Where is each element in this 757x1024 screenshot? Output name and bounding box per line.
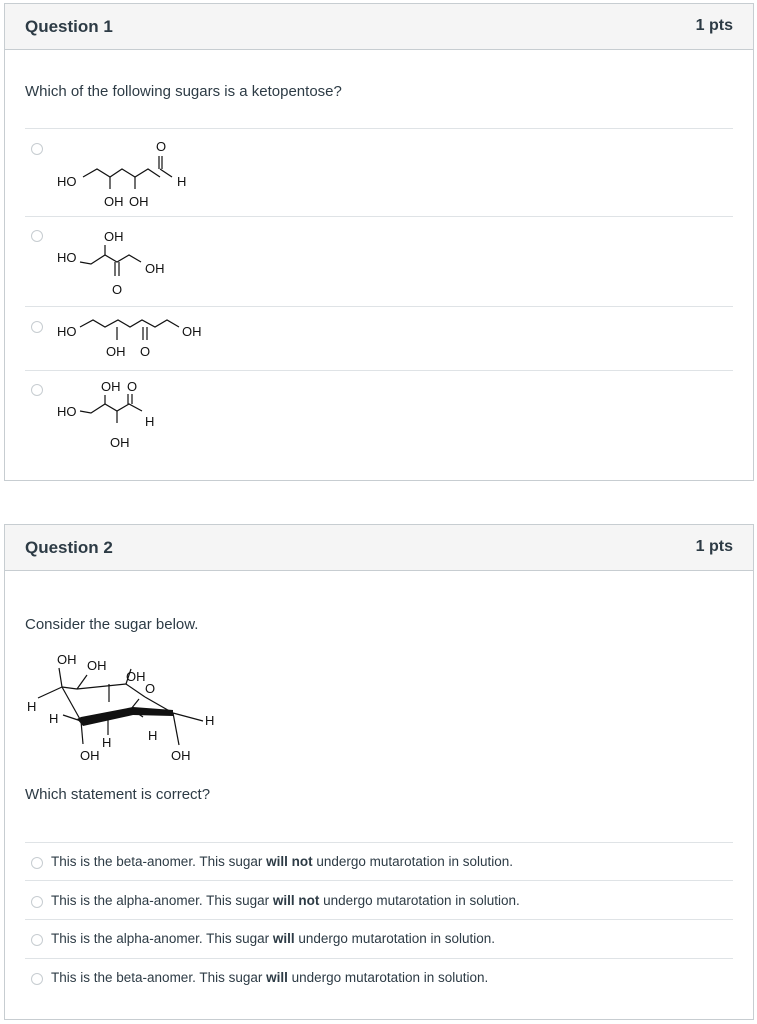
h-left-label: H [27, 699, 37, 714]
m1-o-label: O [156, 139, 167, 154]
option-c-label[interactable] [51, 931, 495, 946]
option-b-text: This is the alpha-anomer. This sugar [51, 893, 273, 908]
option-a-radio[interactable] [31, 857, 43, 869]
question-1-title: Question 1 [25, 17, 113, 36]
oh-b-label: OH [87, 658, 107, 673]
option-d-bold: will [266, 970, 288, 985]
question-2-points: 1 pts [695, 538, 733, 555]
m3-oh-label: OH [106, 344, 126, 359]
m1-oh1-label: OH [104, 194, 124, 209]
question-1-points: 1 pts [695, 17, 733, 34]
question-1-prompt: Which of the following sugars is a ketopentose? [25, 83, 342, 100]
divider [25, 842, 733, 843]
option-b-radio[interactable] [31, 896, 43, 908]
question-1-card [4, 3, 754, 481]
question-2-question: Which statement is correct? [25, 786, 211, 803]
sugar-structure [21, 647, 221, 777]
h-right-label: H [205, 713, 215, 728]
option-d-radio[interactable] [31, 973, 43, 985]
option-b-bold: will not [272, 893, 320, 908]
divider [25, 128, 733, 129]
m2-oh-end-label: OH [145, 261, 165, 276]
question-1-header [5, 4, 753, 50]
oh-bottom-right-label: OH [171, 748, 191, 763]
h-left2-label: H [49, 711, 59, 726]
option-b-text-end: undergo mutarotation in solution. [319, 893, 520, 908]
m4-ho-label: HO [57, 404, 77, 419]
oh-a-label: OH [57, 652, 77, 667]
option-c-bold: will [272, 931, 295, 946]
option-4-radio[interactable] [31, 384, 43, 396]
option-3-radio[interactable] [31, 321, 43, 333]
m1-ho-label: HO [57, 174, 77, 189]
m3-o-label: O [140, 344, 151, 359]
m4-oh-bottom-label: OH [110, 435, 130, 450]
m4-o-label: O [127, 379, 138, 394]
divider [25, 958, 733, 959]
question-2-card [4, 524, 754, 1020]
divider [25, 370, 733, 371]
h-mid2-label: H [148, 728, 158, 743]
h-mid-label: H [102, 735, 112, 750]
option-a-bold: will not [266, 854, 313, 869]
option-2-radio[interactable] [31, 230, 43, 242]
question-2-prompt: Consider the sugar below. [25, 616, 199, 633]
m1-h-label: H [177, 174, 187, 189]
option-d-text-end: undergo mutarotation in solution. [287, 970, 489, 985]
option-1-structure [49, 134, 209, 216]
option-c-text: This is the alpha-anomer. This sugar [51, 931, 273, 946]
option-d-text: This is the beta-anomer. This sugar [51, 970, 267, 985]
option-2-structure [49, 222, 209, 304]
m2-o-label: O [112, 282, 123, 297]
option-d-label[interactable] [51, 970, 488, 985]
option-b-label[interactable] [51, 893, 520, 908]
question-2-header [5, 525, 753, 571]
m3-oh-end-label: OH [182, 324, 202, 339]
option-c-radio[interactable] [31, 934, 43, 946]
option-4-structure [49, 374, 199, 456]
divider [25, 216, 733, 217]
option-3-structure [49, 310, 219, 372]
m2-oh-top-label: OH [104, 229, 124, 244]
option-a-text-end: undergo mutarotation in solution. [312, 854, 513, 869]
option-a-label[interactable] [51, 854, 513, 869]
oh-c-label: OH [126, 669, 146, 684]
divider [25, 919, 733, 920]
divider [25, 880, 733, 881]
m1-oh2-label: OH [129, 194, 149, 209]
option-1-radio[interactable] [31, 143, 43, 155]
m4-oh-top-label: OH [101, 379, 121, 394]
divider [25, 306, 733, 307]
ring-o-label: O [145, 681, 156, 696]
m3-ho-label: HO [57, 324, 77, 339]
m4-h-label: H [145, 414, 155, 429]
option-a-text: This is the beta-anomer. This sugar [51, 854, 267, 869]
oh-bottom-left-label: OH [80, 748, 100, 763]
m2-ho-label: HO [57, 250, 77, 265]
question-2-title: Question 2 [25, 538, 113, 557]
option-c-text-end: undergo mutarotation in solution. [294, 931, 496, 946]
